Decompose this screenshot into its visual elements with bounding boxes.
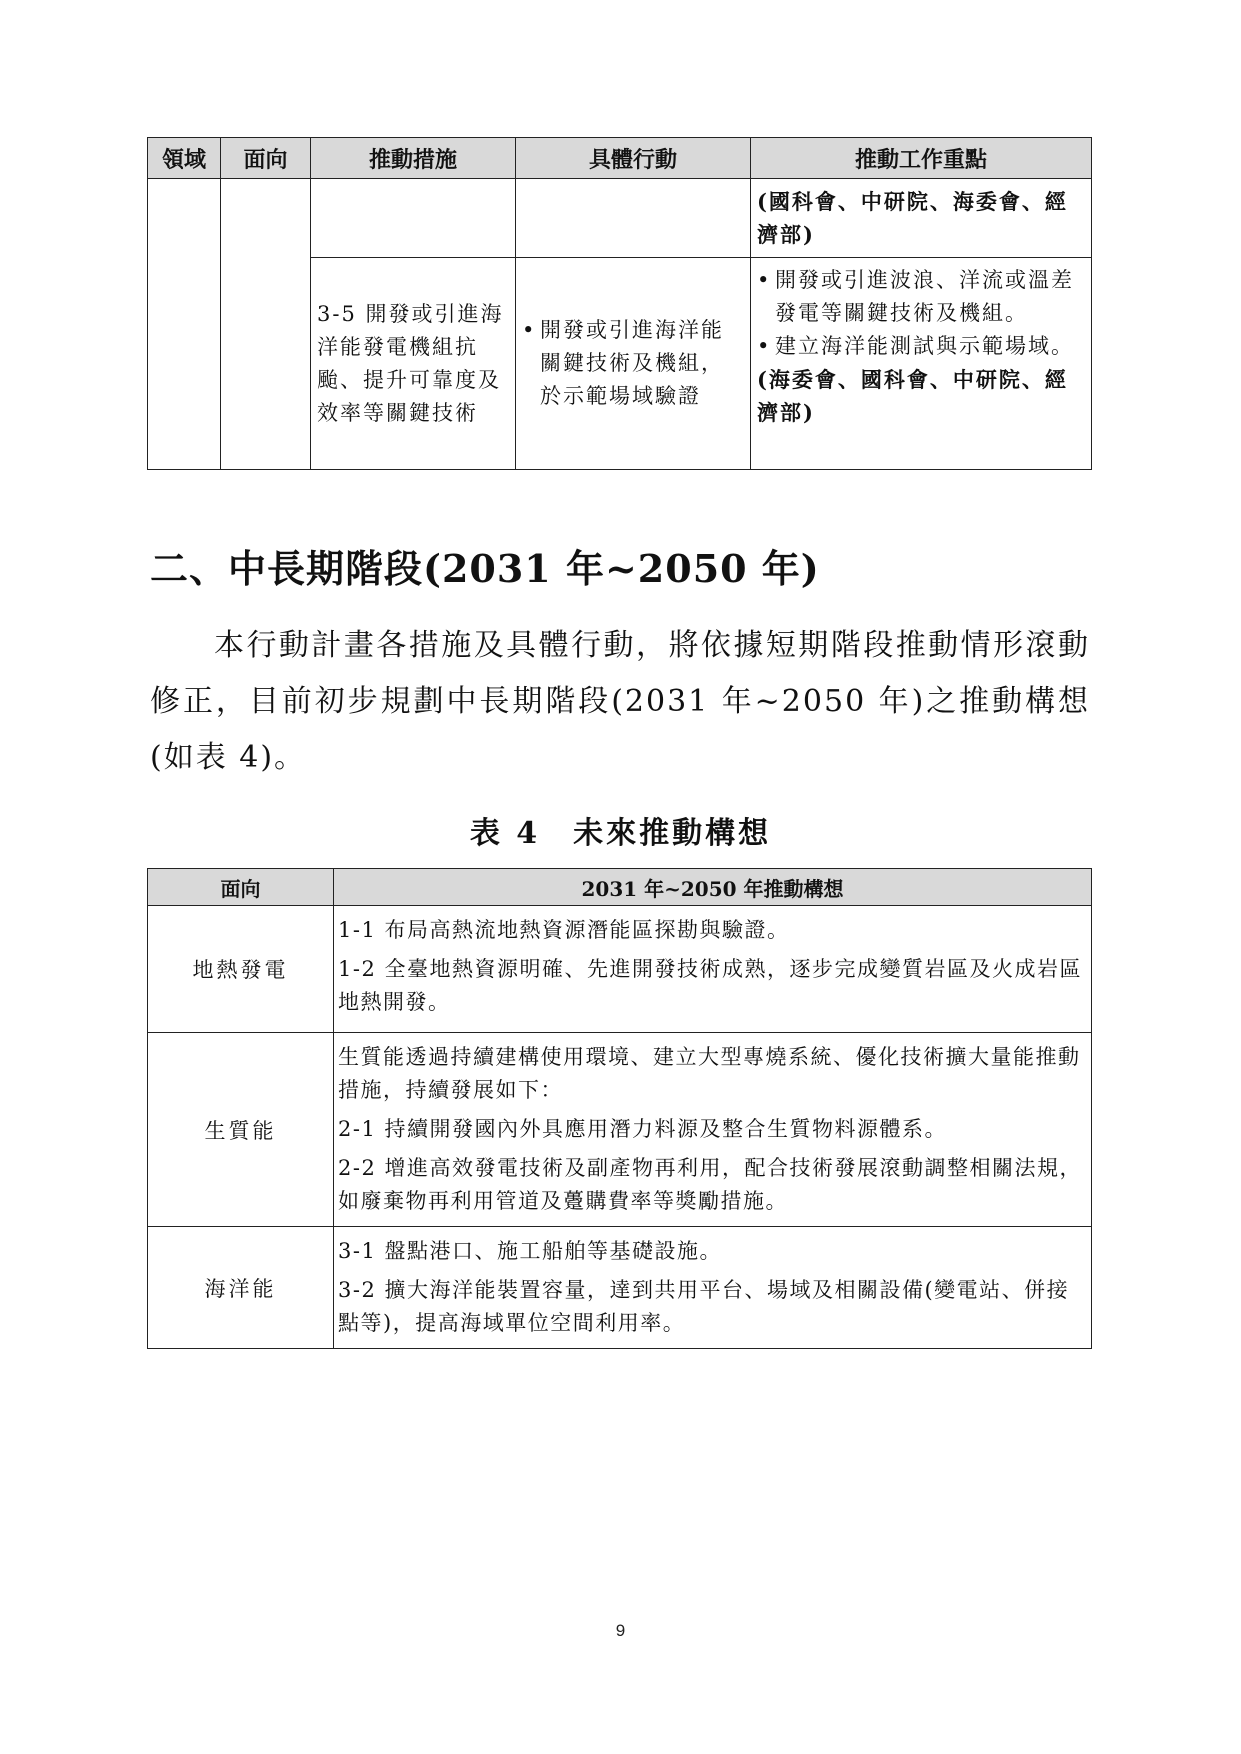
aspect-cell: 地熱發電 [148,906,334,1033]
action-cell [516,179,751,258]
list-item: 3-2 擴大海洋能裝置容量，達到共用平台、場域及相關設備(變電站、併接點等)，提高海域單位空間利用率。 [338,1278,1070,1335]
header-focus: 推動工作重點 [751,138,1092,179]
content-cell [334,1033,1092,1227]
table-caption: 表 4 未來推動構想 [469,816,772,851]
table-row [148,179,1092,258]
action-plan-table [147,137,1092,470]
focus-item-text: 開發或引進波浪、洋流或溫差發電等關鍵技術及機組。 [775,268,1074,325]
table-row [148,1033,1092,1227]
header-aspect: 面向 [148,869,334,906]
list-item: 2-1 持續開發國內外具應用潛力料源及整合生質物料源體系。 [338,1117,947,1141]
list-item: 1-2 全臺地熱資源明確、先進開發技術成熟，逐步完成變質岩區及火成岩區地熱開發。 [338,957,1082,1014]
header-domain: 領域 [148,138,221,179]
bullet-icon: • [522,318,537,342]
focus-cell [751,258,1092,470]
measure-cell [311,179,516,258]
header-measure: 推動措施 [311,138,516,179]
table-row [148,1227,1092,1349]
list-item [757,330,1085,363]
content-cell [334,906,1092,1033]
list-item [757,264,1085,330]
table-header-row [148,138,1092,179]
list-item: 生質能透過持續建構使用環境、建立大型專燒系統、優化技術擴大量能推動措施，持續發展如下： [338,1045,1081,1102]
focus-agencies: (海委會、國科會、中研院、經濟部) [757,367,1068,425]
list-item [522,314,744,413]
header-action: 具體行動 [516,138,751,179]
list-item: 3-1 盤點港口、施工船舶等基礎設施。 [338,1239,722,1263]
future-plan-table [147,868,1092,1349]
focus-agencies: (國科會、中研院、海委會、經濟部) [751,179,1092,258]
table-row [148,906,1092,1033]
content-cell [334,1227,1092,1349]
aspect-cell: 海洋能 [148,1227,334,1349]
list-item: 2-2 增進高效發電技術及副產物再利用，配合技術發展滾動調整相關法規，如廢棄物再利用管道及躉購費率等獎勵措施。 [338,1156,1082,1213]
action-text: 開發或引進海洋能關鍵技術及機組，於示範場域驗證 [540,318,724,408]
aspect-cell: 生質能 [148,1033,334,1227]
table-header-row [148,869,1092,906]
bullet-icon: • [757,334,772,358]
list-item: 1-1 布局高熱流地熱資源潛能區探勘與驗證。 [338,918,790,942]
header-vision: 2031 年~2050 年推動構想 [334,869,1092,906]
aspect-cell [221,179,311,470]
domain-cell [148,179,221,470]
header-aspect: 面向 [221,138,311,179]
action-cell [516,258,751,470]
focus-item-text: 建立海洋能測試與示範場域。 [775,334,1074,358]
section-title: 二、中長期階段(2031 年~2050 年) [150,546,820,591]
page-number: 9 [615,1621,626,1640]
measure-cell: 3-5 開發或引進海洋能發電機組抗颱、提升可靠度及效率等關鍵技術 [311,258,516,470]
bullet-icon: • [757,268,772,292]
body-paragraph: 本行動計畫各措施及具體行動，將依據短期階段推動情形滾動修正，目前初步規劃中長期階段(2031 年~2050 年)之推動構想(如表 4)。 [150,628,1090,775]
